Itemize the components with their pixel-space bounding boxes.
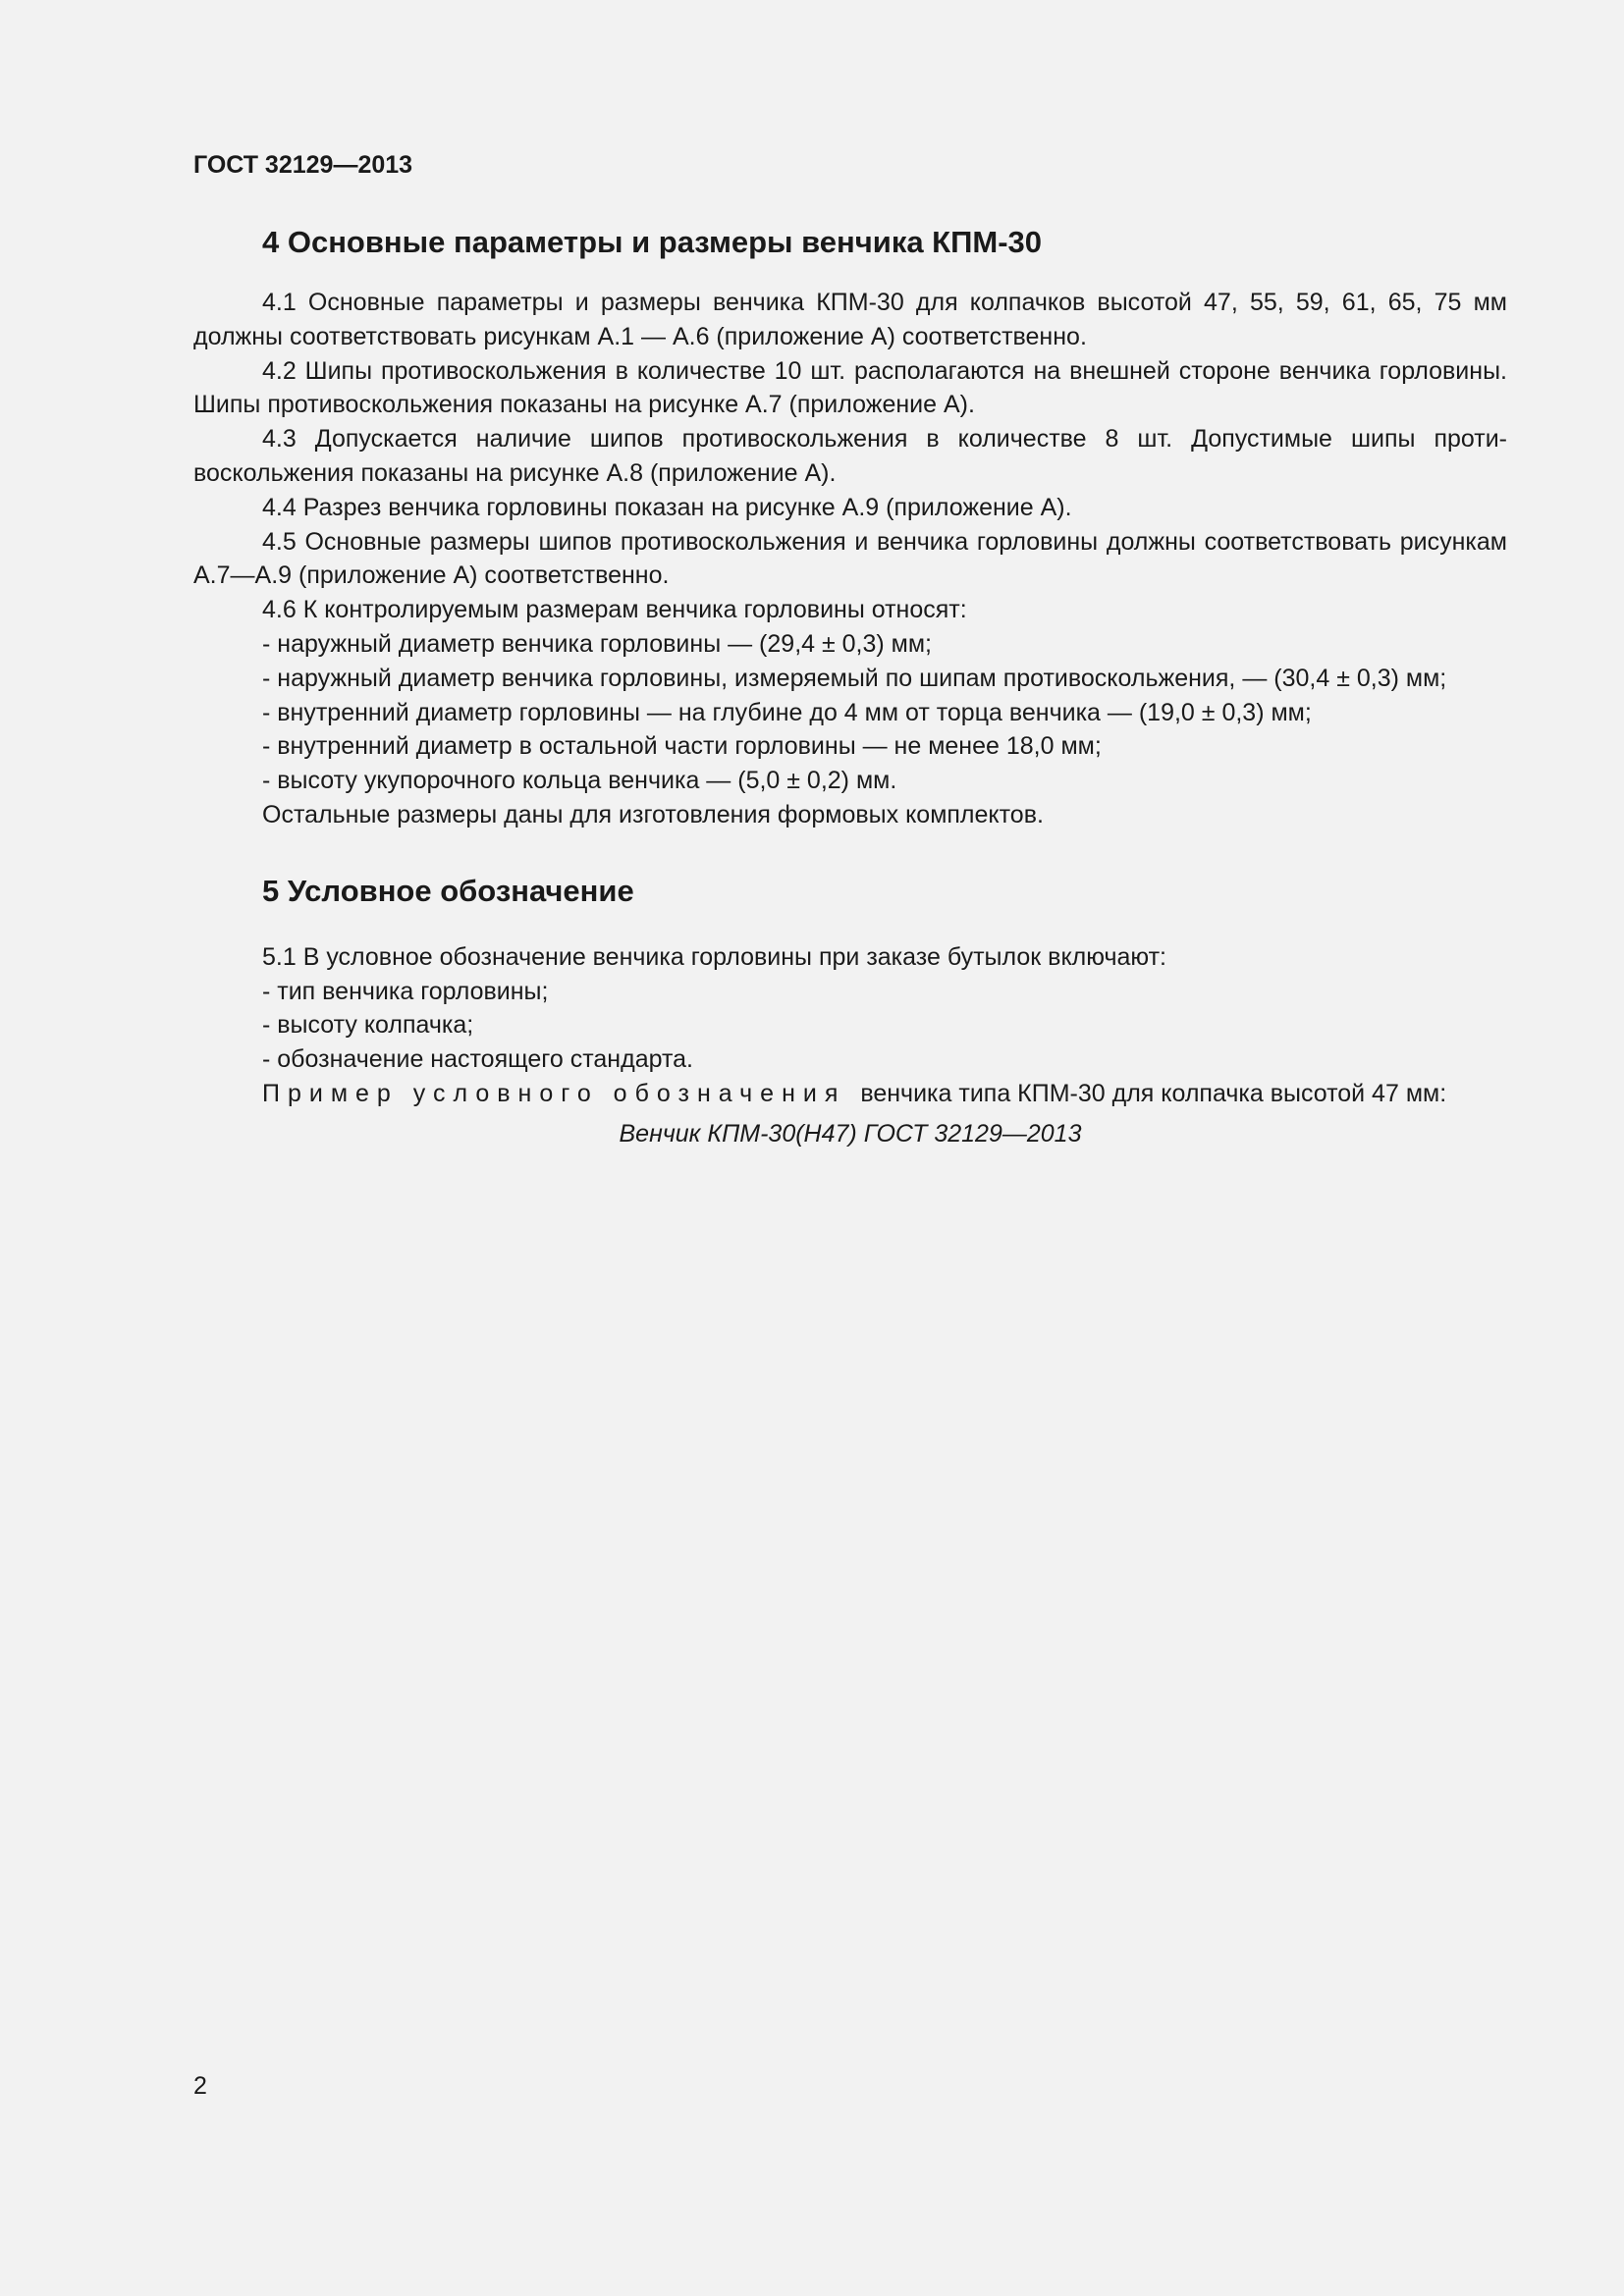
page-content <box>193 218 1507 1151</box>
paragraph-other-dimensions: Остальные размеры даны для изготовления формовых комплектов. <box>262 800 1044 828</box>
section-4-title: 4 Основные параметры и размеры венчика КПМ-30 <box>262 225 1043 259</box>
paragraph-5-1: 5.1 В условное обозначение венчика горловины при заказе бутылок включают: <box>262 942 1166 971</box>
list-item-outer-diameter: - наружный диаметр венчика горловины — (29,4 ± 0,3) мм; <box>262 629 932 658</box>
paragraph-4-2: 4.2 Шипы противоскольжения в количестве 10 шт. располагаются на внешней стороне венчика горловины. Шипы противоскольжения показаны на рисунке А.7 (приложение А). <box>193 356 1507 419</box>
list-item-inner-diameter-rest: - внутренний диаметр в остальной части горловины — не менее 18,0 мм; <box>262 732 1102 761</box>
list-item-cap-height: - высоту колпачка; <box>262 1011 474 1040</box>
paragraph-4-5: 4.5 Основные размеры шипов противоскольжения и венчика горловины должны соответствовать рисункам А.7—А.9 (приложение А) соответственно. <box>193 527 1507 590</box>
standard-code-header: ГОСТ 32129—2013 <box>193 151 413 179</box>
list-item-outer-diameter-by-spikes: - наружный диаметр венчика горловины, измеряемый по шипам противоскольжения, — (30,4 ± 0,3) мм; <box>262 664 1447 692</box>
list-item-standard-designation: - обозначение настоящего стандарта. <box>262 1045 693 1074</box>
example-paragraph <box>193 1077 1507 1111</box>
paragraph-4-1: 4.1 Основные параметры и размеры венчика КПМ-30 для колпачков высотой 47, 55, 59, 61, 65, 75 мм должны соответствовать рисункам А.1 — А.6 (приложение А) соответственно. <box>193 289 1507 350</box>
paragraph-4-4: 4.4 Разрез венчика горловины показан на рисунке А.9 (приложение А). <box>262 493 1072 521</box>
example-label: Пример условного обозначения <box>262 1079 846 1107</box>
paragraph-4-3: 4.3 Допускается наличие шипов противоскольжения в количестве 8 шт. Допустимые шипы противоскольжения показаны на рисунке А.8 (приложение А). <box>193 425 1507 487</box>
paragraph-4-6: 4.6 К контролируемым размерам венчика горловины относят: <box>262 596 967 624</box>
list-item-ring-height: - высоту укупорочного кольца венчика — (5,0 ± 0,2) мм. <box>262 767 897 795</box>
example-text: венчика типа КПМ-30 для колпачка высотой 47 мм: <box>860 1079 1447 1107</box>
designation-example: Венчик КПМ-30(Н47) ГОСТ 32129—2013 <box>619 1119 1082 1148</box>
section-5-title: 5 Условное обозначение <box>262 873 634 908</box>
list-item-neck-type: - тип венчика горловины; <box>262 977 549 1005</box>
page-number: 2 <box>193 2072 207 2100</box>
list-item-inner-diameter-top: - внутренний диаметр горловины — на глубине до 4 мм от торца венчика — (19,0 ± 0,3) мм; <box>262 698 1312 726</box>
